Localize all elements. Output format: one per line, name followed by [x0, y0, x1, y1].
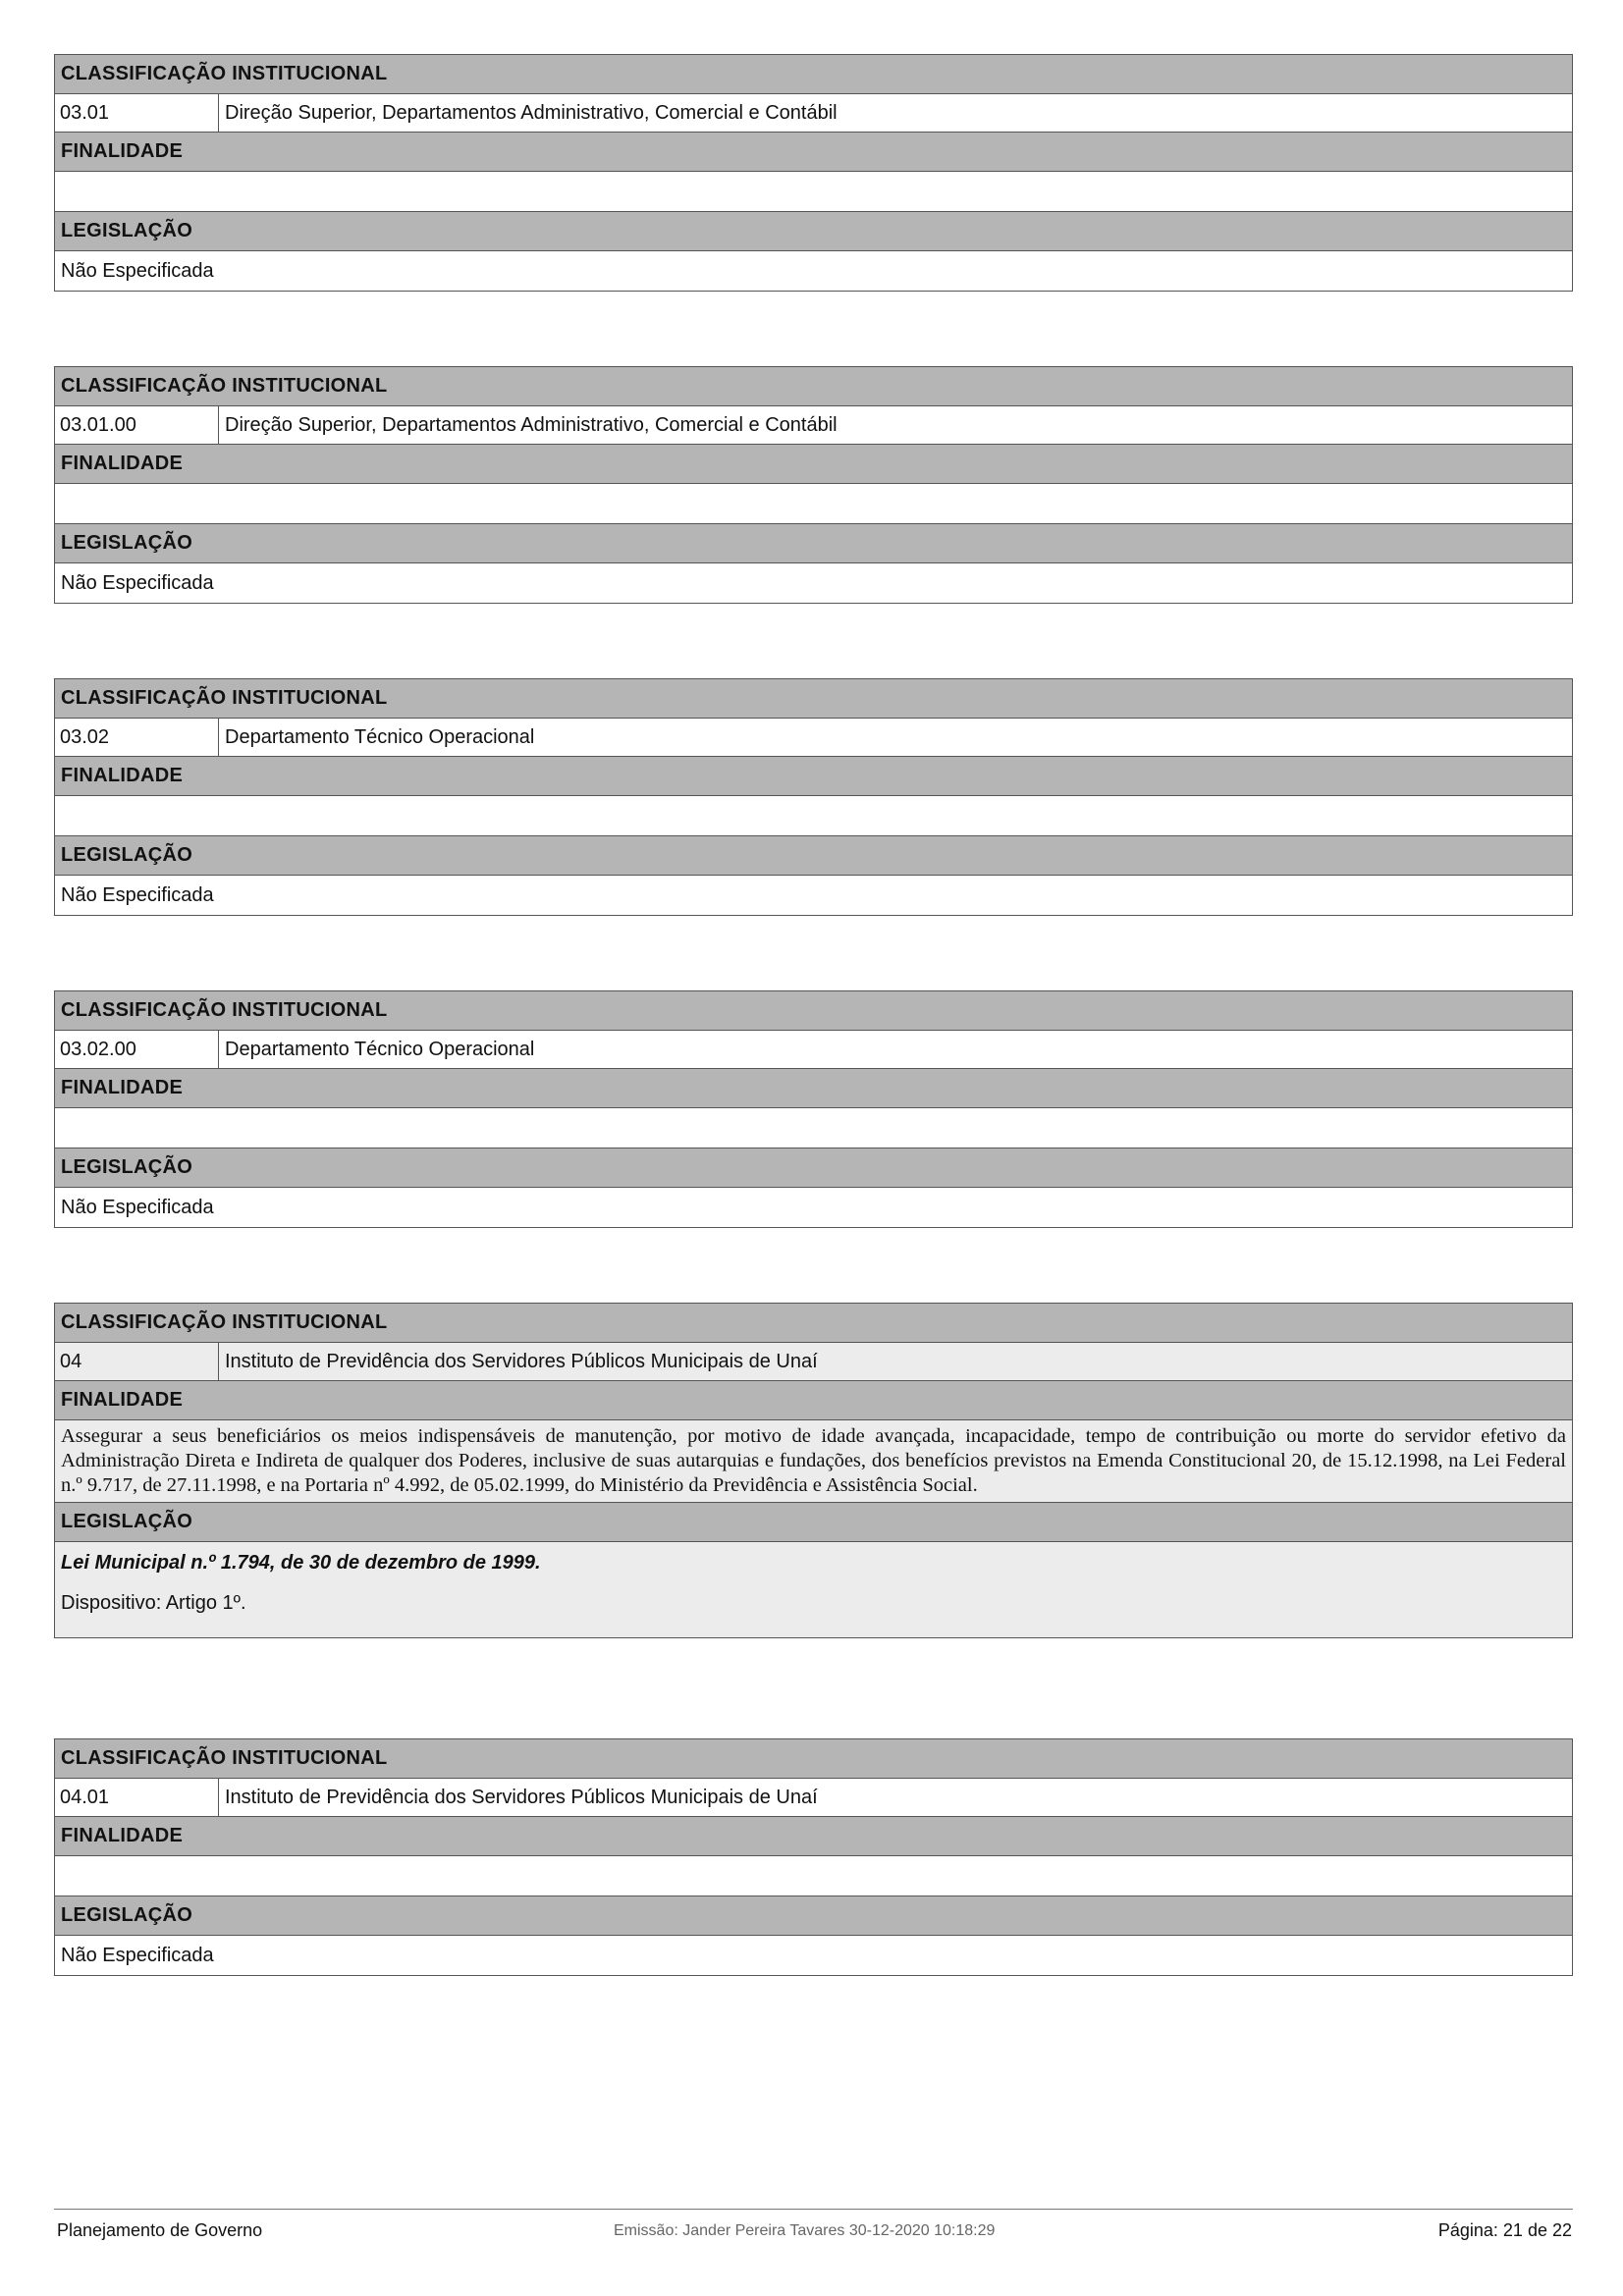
classification-code: 04	[55, 1343, 219, 1380]
legislacao-value: Não Especificada	[55, 876, 1572, 915]
footer-left: Planejamento de Governo	[57, 2220, 263, 2240]
classification-name: Instituto de Previdência dos Servidores Públicos Municipais de Unaí	[225, 1786, 818, 1808]
classification-row	[55, 1779, 1572, 1817]
finalidade-header: FINALIDADE	[55, 133, 1572, 172]
legislacao-dispositivo: Dispositivo: Artigo 1º.	[61, 1592, 246, 1614]
classification-header: CLASSIFICAÇÃO INSTITUCIONAL	[55, 1739, 1572, 1779]
classification-row	[55, 1031, 1572, 1069]
classification-header: CLASSIFICAÇÃO INSTITUCIONAL	[55, 1304, 1572, 1343]
classification-name: Departamento Técnico Operacional	[225, 725, 535, 748]
finalidade-header: FINALIDADE	[55, 1381, 1572, 1420]
classification-row	[55, 94, 1572, 133]
finalidade-value	[55, 796, 1572, 836]
classification-row	[55, 1343, 1572, 1381]
classification-name: Direção Superior, Departamentos Administrativo, Comercial e Contábil	[225, 413, 838, 436]
classification-header: CLASSIFICAÇÃO INSTITUCIONAL	[55, 367, 1572, 406]
classification-block-5	[54, 1303, 1573, 1638]
classification-block-2	[54, 366, 1573, 604]
legislacao-value: Não Especificada	[55, 251, 1572, 291]
classification-code: 03.01.00	[55, 406, 219, 444]
footer-divider	[54, 2209, 1573, 2210]
finalidade-text: Assegurar a seus beneficiários os meios indispensáveis de manutenção, por motivo de idade avançada, incapacidade, tempo de contribuição ou morte do servidor efetivo da Administração Direta e Indireta de qualquer dos Poderes, inclusive de suas autarquias e fundações, dos benefícios previstos na Emenda Constitucional 20, de 15.12.1998, na Lei Federal n.º 9.717, de 27.11.1998, e na Portaria nº 4.992, de 05.02.1999, do Ministério da Previdência e Assistência Social.	[55, 1420, 1572, 1503]
legislacao-header: LEGISLAÇÃO	[55, 1503, 1572, 1542]
finalidade-header: FINALIDADE	[55, 1069, 1572, 1108]
legislacao-law: Lei Municipal n.º 1.794, de 30 de dezembro de 1999.	[61, 1552, 541, 1574]
footer-emission: Emissão: Jander Pereira Tavares 30-12-2020 10:18:29	[614, 2222, 996, 2239]
classification-block-6	[54, 1738, 1573, 1976]
classification-row	[55, 406, 1572, 445]
legislacao-header: LEGISLAÇÃO	[55, 1148, 1572, 1188]
legislacao-header: LEGISLAÇÃO	[55, 1896, 1572, 1936]
finalidade-header: FINALIDADE	[55, 1817, 1572, 1856]
classification-code: 04.01	[55, 1779, 219, 1816]
classification-name: Instituto de Previdência dos Servidores Públicos Municipais de Unaí	[225, 1350, 818, 1372]
classification-code: 03.02	[55, 719, 219, 756]
finalidade-value	[55, 172, 1572, 212]
finalidade-value	[55, 1108, 1572, 1148]
legislacao-header: LEGISLAÇÃO	[55, 212, 1572, 251]
finalidade-value	[55, 1856, 1572, 1896]
classification-block-4	[54, 990, 1573, 1228]
classification-code: 03.02.00	[55, 1031, 219, 1068]
classification-name: Direção Superior, Departamentos Administrativo, Comercial e Contábil	[225, 101, 838, 124]
finalidade-value	[55, 484, 1572, 524]
legislacao-header: LEGISLAÇÃO	[55, 836, 1572, 876]
classification-row	[55, 719, 1572, 757]
legislacao-details	[55, 1542, 1572, 1637]
classification-block-1	[54, 54, 1573, 292]
classification-code: 03.01	[55, 94, 219, 132]
classification-name: Departamento Técnico Operacional	[225, 1038, 535, 1060]
classification-header: CLASSIFICAÇÃO INSTITUCIONAL	[55, 991, 1572, 1031]
finalidade-header: FINALIDADE	[55, 445, 1572, 484]
footer-page-number: Página: 21 de 22	[1437, 2220, 1572, 2240]
legislacao-value: Não Especificada	[55, 1936, 1572, 1975]
finalidade-header: FINALIDADE	[55, 757, 1572, 796]
legislacao-header: LEGISLAÇÃO	[55, 524, 1572, 563]
legislacao-value: Não Especificada	[55, 1188, 1572, 1227]
classification-header: CLASSIFICAÇÃO INSTITUCIONAL	[55, 55, 1572, 94]
classification-header: CLASSIFICAÇÃO INSTITUCIONAL	[55, 679, 1572, 719]
classification-block-3	[54, 678, 1573, 916]
legislacao-value: Não Especificada	[55, 563, 1572, 603]
